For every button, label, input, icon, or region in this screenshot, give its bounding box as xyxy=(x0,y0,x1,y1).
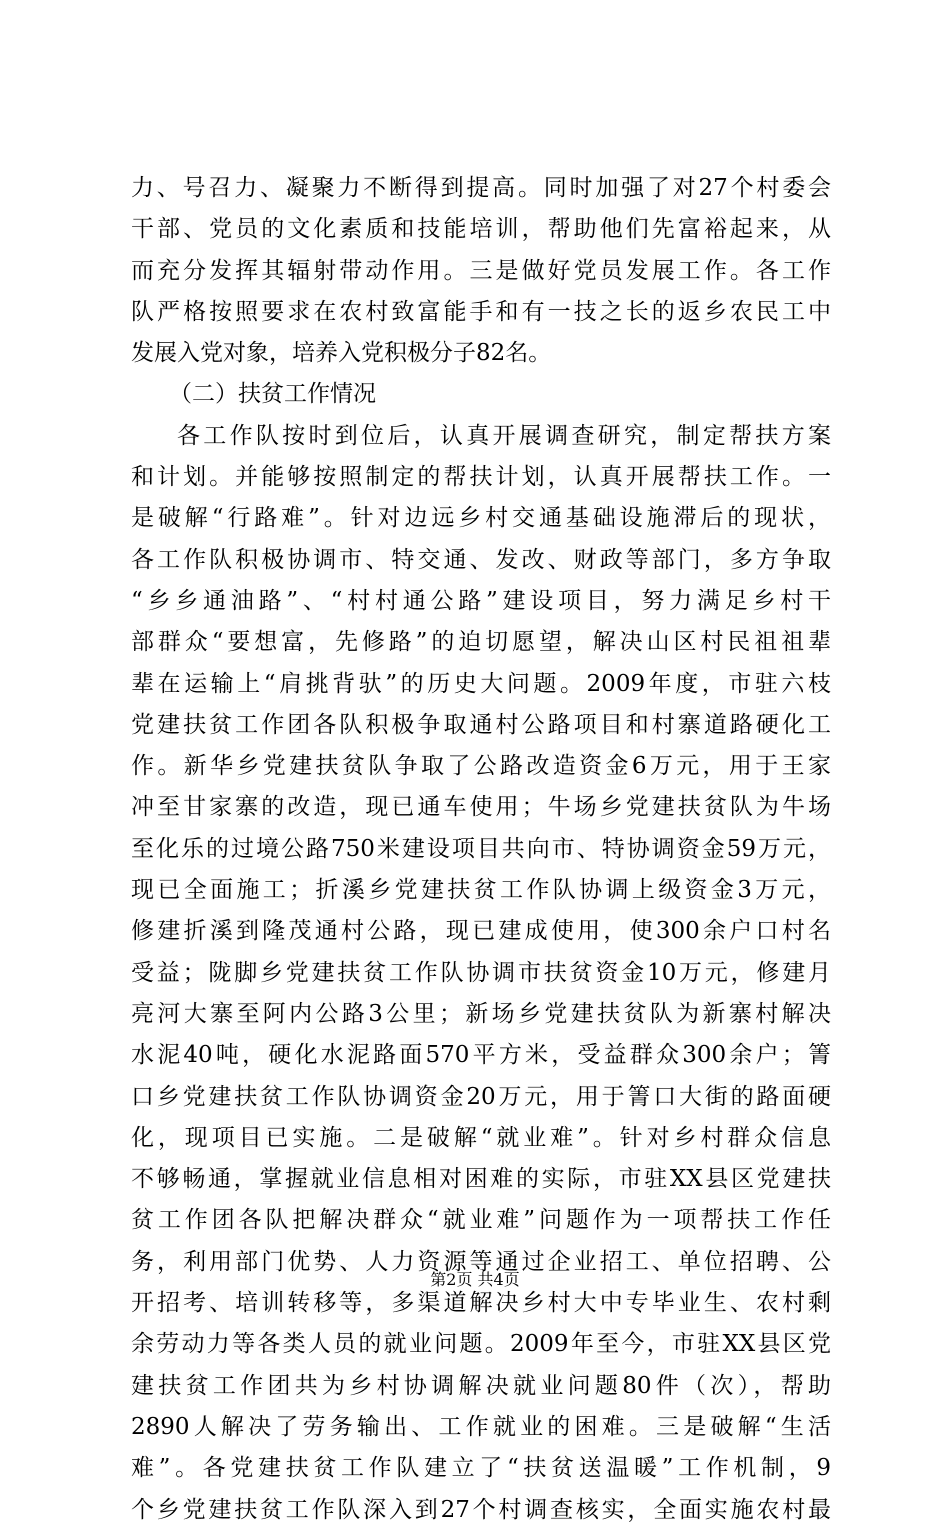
text-line: 贫工作团各队把解决群众“就业难”问题作为一项帮扶工作任 xyxy=(131,1207,831,1234)
text-line: 水泥40吨，硬化水泥路面570平方米，受益群众300余户；箐 xyxy=(131,1042,831,1069)
text-line: 2890人解决了劳务输出、工作就业的困难。三是破解“生活 xyxy=(131,1413,831,1440)
text-line: 干部、党员的文化素质和技能培训，帮助他们先富裕起来，从 xyxy=(131,216,831,243)
text-line: 现已全面施工；折溪乡党建扶贫工作队协调上级资金3万元， xyxy=(131,877,831,904)
text-line: 亮河大寨至阿内公路3公里；新场乡党建扶贫队为新寨村解决 xyxy=(131,1000,831,1027)
text-line: 个乡党建扶贫工作队深入到27个村调查核实，全面实施农村最 xyxy=(131,1496,831,1523)
text-line: 党建扶贫工作团各队积极争取通村公路项目和村寨道路硬化工 xyxy=(131,711,831,738)
text-line: 不够畅通，掌握就业信息相对困难的实际，市驻XX县区党建扶 xyxy=(131,1166,831,1193)
body-text xyxy=(131,168,831,1531)
text-line: 辈在运输上“肩挑背驮”的历史大问题。2009年度，市驻六枝 xyxy=(131,670,831,697)
text-line: 务，利用部门优势、人力资源等通过企业招工、单位招聘、公 xyxy=(131,1248,831,1275)
text-line: 建扶贫工作团共为乡村协调解决就业问题80件（次），帮助 xyxy=(131,1372,831,1399)
text-line: 口乡党建扶贫工作队协调资金20万元，用于箐口大街的路面硬 xyxy=(131,1083,831,1110)
text-line: 至化乐的过境公路750米建设项目共向市、特协调资金59万元， xyxy=(131,835,831,862)
text-line: 发展入党对象，培养入党积极分子82名。 xyxy=(131,340,552,367)
text-line: 各工作队按时到位后，认真开展调查研究，制定帮扶方案 xyxy=(177,422,831,449)
text-line: 力、号召力、凝聚力不断得到提高。同时加强了对27个村委会 xyxy=(131,175,831,201)
text-line: 冲至甘家寨的改造，现已通车使用；牛场乡党建扶贫队为牛场 xyxy=(131,794,831,821)
page-footer: 第2页 共4页 xyxy=(430,1270,520,1289)
text-line: 余劳动力等各类人员的就业问题。2009年至今，市驻XX县区党 xyxy=(131,1331,831,1358)
text-line: 作。新华乡党建扶贫队争取了公路改造资金6万元，用于王家 xyxy=(131,753,831,780)
text-line: 各工作队积极协调市、特交通、发改、财政等部门，多方争取 xyxy=(131,546,831,573)
text-line: 而充分发挥其辐射带动作用。三是做好党员发展工作。各工作 xyxy=(131,257,831,284)
text-line: 队严格按照要求在农村致富能手和有一技之长的返乡农民工中 xyxy=(131,298,831,325)
text-line: 是破解“行路难”。针对边远乡村交通基础设施滞后的现状， xyxy=(131,505,831,532)
text-line: 部群众“要想富，先修路”的迫切愿望，解决山区村民祖祖辈 xyxy=(131,629,831,656)
text-line: 难”。各党建扶贫工作队建立了“扶贫送温暖”工作机制，9 xyxy=(131,1455,831,1482)
text-line: 受益；陇脚乡党建扶贫工作队协调市扶贫资金10万元，修建月 xyxy=(131,959,831,986)
text-line: （二）扶贫工作情况 xyxy=(169,381,376,408)
text-line: 和计划。并能够按照制定的帮扶计划，认真开展帮扶工作。一 xyxy=(131,464,831,491)
text-line: 化，现项目已实施。二是破解“就业难”。针对乡村群众信息 xyxy=(131,1124,831,1151)
text-line: 修建折溪到隆茂通村公路，现已建成使用，使300余户口村名 xyxy=(131,918,831,945)
text-line: 开招考、培训转移等，多渠道解决乡村大中专毕业生、农村剩 xyxy=(131,1290,831,1317)
text-line: “乡乡通油路”、“村村通公路”建设项目，努力满足乡村干 xyxy=(131,587,831,614)
